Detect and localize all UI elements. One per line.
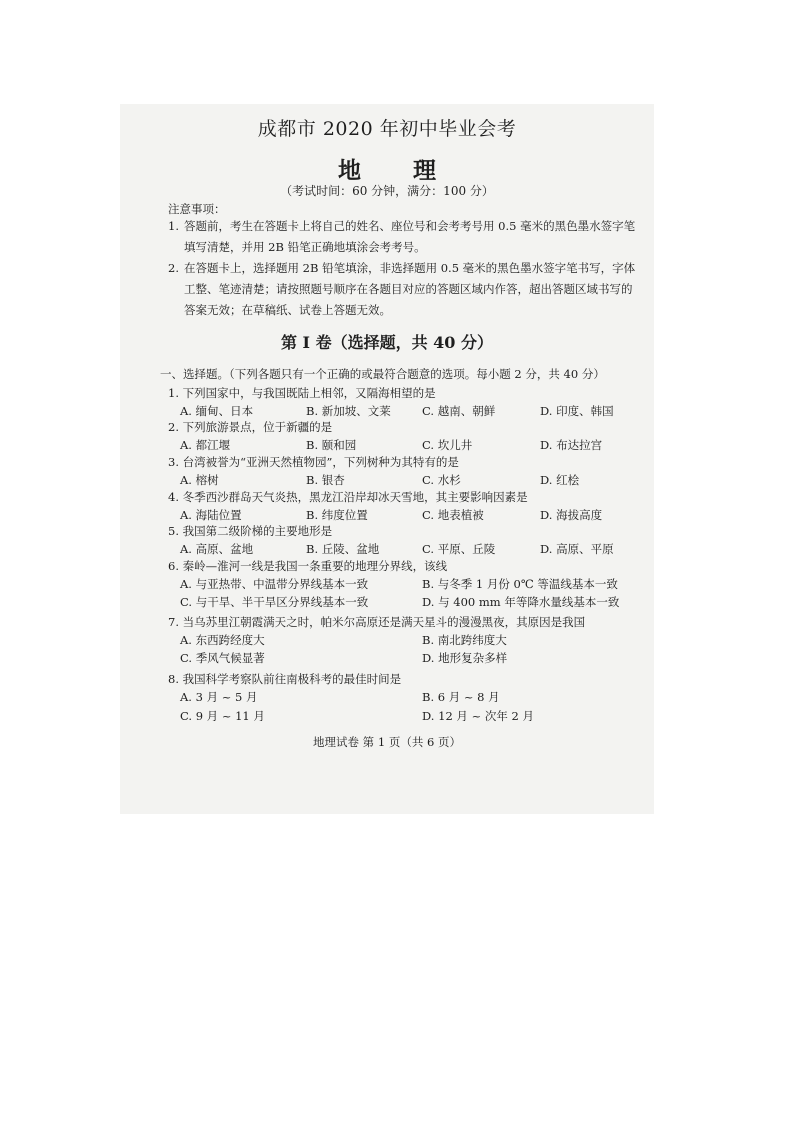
option-d: D. 印度、韩国: [540, 404, 614, 418]
option-c: C. 地表植被: [422, 508, 484, 522]
option-b: B. 新加坡、文莱: [306, 404, 391, 418]
option-b: B. 南北跨纬度大: [422, 633, 507, 647]
option-b: B. 丘陵、盆地: [306, 542, 380, 556]
option-c: C. 坎儿井: [422, 438, 473, 452]
section-heading: 一、选择题。（下列各题只有一个正确的或最符合题意的选项。每小题 2 分，共 40 分）: [160, 367, 605, 381]
question-stem: 7. 当乌苏里江朝霞满天之时，帕米尔高原还是满天星斗的漫漫黑夜，其原因是我国: [168, 615, 586, 629]
option-c: C. 与干旱、半干旱区分界线基本一致: [180, 595, 369, 609]
option-b: B. 银杏: [306, 473, 345, 487]
option-c: C. 平原、丘陵: [422, 542, 496, 556]
part-one-title: 第 Ⅰ 卷（选择题，共 40 分）: [280, 333, 494, 352]
notice-item: [168, 258, 638, 321]
option-b: B. 6 月 ~ 8 月: [422, 690, 500, 704]
notice-heading: 注意事项：: [168, 202, 226, 216]
exam-paper-page: [120, 104, 654, 814]
option-c: C. 9 月 ~ 11 月: [180, 709, 265, 723]
option-d: D. 12 月 ~ 次年 2 月: [422, 709, 534, 723]
option-c: C. 季风气候显著: [180, 651, 265, 665]
subject-title: 地 理: [337, 157, 458, 184]
option-a: A. 东西跨经度大: [180, 633, 265, 647]
option-d: D. 海拔高度: [540, 508, 603, 522]
option-d: D. 高原、平原: [540, 542, 614, 556]
option-b: B. 与冬季 1 月份 0℃ 等温线基本一致: [422, 577, 618, 591]
option-a: A. 海陆位置: [180, 508, 242, 522]
option-d: D. 地形复杂多样: [422, 651, 508, 665]
question-stem: 1. 下列国家中，与我国既陆上相邻，又隔海相望的是: [168, 386, 436, 400]
option-d: D. 红桧: [540, 473, 580, 487]
option-d: D. 与 400 mm 年等降水量线基本一致: [422, 595, 620, 609]
notice-number: 1.: [168, 219, 179, 233]
exam-info: （考试时间：60 分钟，满分：100 分）: [280, 184, 494, 198]
option-b: B. 颐和园: [306, 438, 357, 452]
exam-title: 成都市 2020 年初中毕业会考: [257, 118, 517, 140]
question-stem: 4. 冬季西沙群岛天气炎热，黑龙江沿岸却冰天雪地，其主要影响因素是: [168, 490, 528, 504]
question-stem: 8. 我国科学考察队前往南极科考的最佳时间是: [168, 672, 402, 686]
question-stem: 3. 台湾被誉为“亚洲天然植物园”，下列树种为其特有的是: [168, 455, 459, 469]
option-d: D. 布达拉宫: [540, 438, 603, 452]
question-stem: 2. 下列旅游景点，位于新疆的是: [168, 420, 333, 434]
notice-number: 2.: [168, 261, 179, 275]
option-a: A. 高原、盆地: [180, 542, 254, 556]
question-stem: 5. 我国第二级阶梯的主要地形是: [168, 524, 333, 538]
notice-text: 答题前，考生在答题卡上将自己的姓名、座位号和会考考号用 0.5 毫米的黑色墨水签字笔填写清楚，并用 2B 铅笔正确地填涂会考考号。: [184, 219, 636, 254]
option-a: A. 都江堰: [180, 438, 231, 452]
notice-item: [168, 216, 638, 258]
option-b: B. 纬度位置: [306, 508, 368, 522]
page-footer: 地理试卷 第 1 页（共 6 页）: [313, 735, 461, 749]
question-stem: 6. 秦岭—淮河一线是我国一条重要的地理分界线，该线: [168, 559, 448, 573]
option-a: A. 榕树: [180, 473, 219, 487]
option-a: A. 与亚热带、中温带分界线基本一致: [180, 577, 369, 591]
option-a: A. 3 月 ~ 5 月: [180, 690, 258, 704]
notice-text: 在答题卡上，选择题用 2B 铅笔填涂，非选择题用 0.5 毫米的黑色墨水签字笔书写，字体工整、笔迹清楚；请按照题号顺序在各题目对应的答题区域内作答，超出答题区域书写的答案无效；在草稿纸、试卷上答题无效。: [184, 261, 636, 317]
option-a: A. 缅甸、日本: [180, 404, 254, 418]
option-c: C. 水杉: [422, 473, 461, 487]
option-c: C. 越南、朝鲜: [422, 404, 496, 418]
